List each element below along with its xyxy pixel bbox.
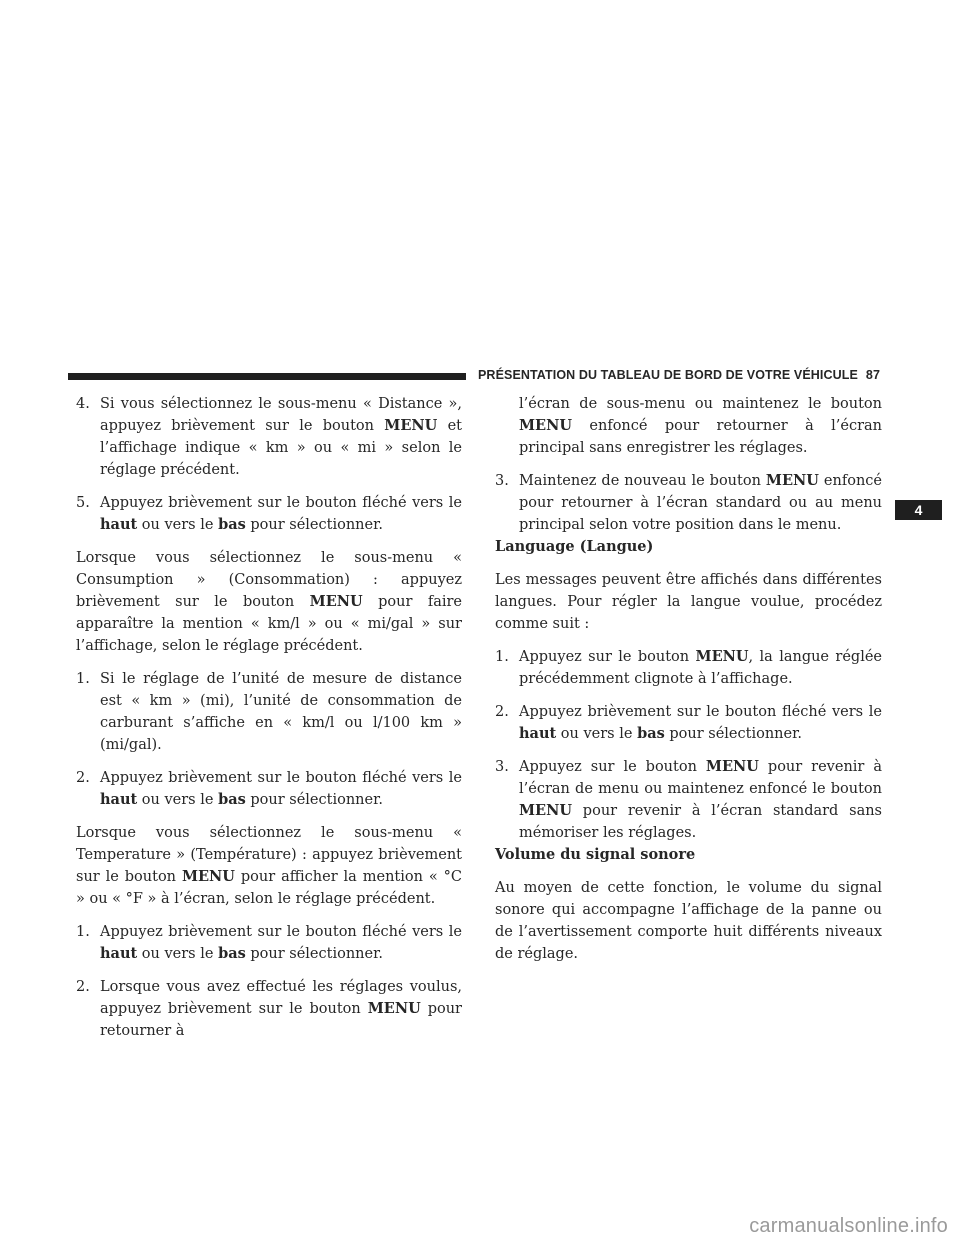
list-item bbox=[495, 470, 882, 536]
running-header bbox=[478, 368, 880, 382]
item-number: 5. bbox=[76, 495, 90, 511]
item-text: Appuyez brièvement sur le bouton fléché vers le haut ou vers le bas pour sélectionner. bbox=[519, 704, 882, 742]
item-number: 1. bbox=[76, 671, 90, 687]
page-number: 87 bbox=[865, 368, 881, 382]
item-text: Appuyez brièvement sur le bouton fléché vers le haut ou vers le bas pour sélectionner. bbox=[100, 924, 462, 962]
list-item bbox=[76, 921, 462, 965]
list-item bbox=[76, 767, 462, 811]
list-item bbox=[76, 976, 462, 1042]
list-item bbox=[495, 646, 882, 690]
item-text: Appuyez sur le bouton MENU, la langue réglée précédemment clignote à l’affichage. bbox=[519, 648, 882, 687]
header-rule bbox=[68, 373, 466, 380]
list-item-continuation bbox=[495, 393, 882, 459]
item-number: 2. bbox=[76, 979, 90, 995]
section-heading: Language (Langue) bbox=[495, 538, 654, 555]
item-text: Appuyez sur le bouton MENU pour revenir à l’écran de menu ou maintenez enfoncé le bouton MENU pour revenir à l’écran standard sans mémoriser les réglages. bbox=[519, 758, 882, 841]
item-number: 1. bbox=[495, 649, 509, 665]
item-text: Maintenez de nouveau le bouton MENU enfoncé pour retourner à l’écran standard ou au menu principal selon votre position dans le menu. bbox=[519, 472, 882, 533]
paragraph: Lorsque vous sélectionnez le sous-menu « Consumption » (Consommation) : appuyez brièvement sur le bouton MENU pour faire apparaître la mention « km/l » ou « mi/gal » sur l’affichage, selon le réglage précédent. bbox=[76, 550, 462, 654]
item-number: 3. bbox=[495, 473, 509, 489]
item-text: Si vous sélectionnez le sous-menu « Distance », appuyez brièvement sur le bouton MENU et l’affichage indique « km » ou « mi » selon le réglage précédent. bbox=[100, 396, 462, 478]
item-text: Appuyez brièvement sur le bouton fléché vers le haut ou vers le bas pour sélectionner. bbox=[100, 495, 462, 533]
chapter-tab: 4 bbox=[895, 500, 942, 520]
item-text: Lorsque vous avez effectué les réglages voulus, appuyez brièvement sur le bouton MENU pour retourner à bbox=[100, 979, 462, 1039]
watermark: carmanualsonline.info bbox=[749, 1215, 948, 1237]
header-title: PRÉSENTATION DU TABLEAU DE BORD DE VOTRE VÉHICULE bbox=[478, 368, 858, 382]
item-text: l’écran de sous-menu ou maintenez le bouton MENU enfoncé pour retourner à l’écran principal sans enregistrer les réglages. bbox=[519, 396, 882, 456]
paragraph: Lorsque vous sélectionnez le sous-menu « Temperature » (Température) : appuyez brièvement sur le bouton MENU pour afficher la mention « °C » ou « °F » à l’écran, selon le réglage précédent. bbox=[76, 825, 462, 907]
item-number: 1. bbox=[76, 924, 90, 940]
paragraph: Au moyen de cette fonction, le volume du signal sonore qui accompagne l’affichage de la panne ou de l’avertissement comporte huit différents niveaux de réglage. bbox=[495, 880, 882, 962]
list-item bbox=[76, 393, 462, 481]
item-text: Si le réglage de l’unité de mesure de distance est « km » (mi), l’unité de consommation de carburant s’affiche en « km/l ou l/100 km » (mi/gal). bbox=[100, 671, 462, 753]
left-column bbox=[76, 393, 462, 1042]
list-item bbox=[76, 492, 462, 536]
item-number: 2. bbox=[76, 770, 90, 786]
section-heading: Volume du signal sonore bbox=[495, 846, 696, 863]
list-item bbox=[495, 701, 882, 745]
item-number: 4. bbox=[76, 396, 90, 412]
item-number: 2. bbox=[495, 704, 509, 720]
right-column bbox=[495, 393, 882, 965]
item-number: 3. bbox=[495, 759, 509, 775]
item-text: Appuyez brièvement sur le bouton fléché vers le haut ou vers le bas pour sélectionner. bbox=[100, 770, 462, 808]
paragraph: Les messages peuvent être affichés dans différentes langues. Pour régler la langue voulue, procédez comme suit : bbox=[495, 572, 882, 632]
list-item bbox=[76, 668, 462, 756]
list-item bbox=[495, 756, 882, 844]
